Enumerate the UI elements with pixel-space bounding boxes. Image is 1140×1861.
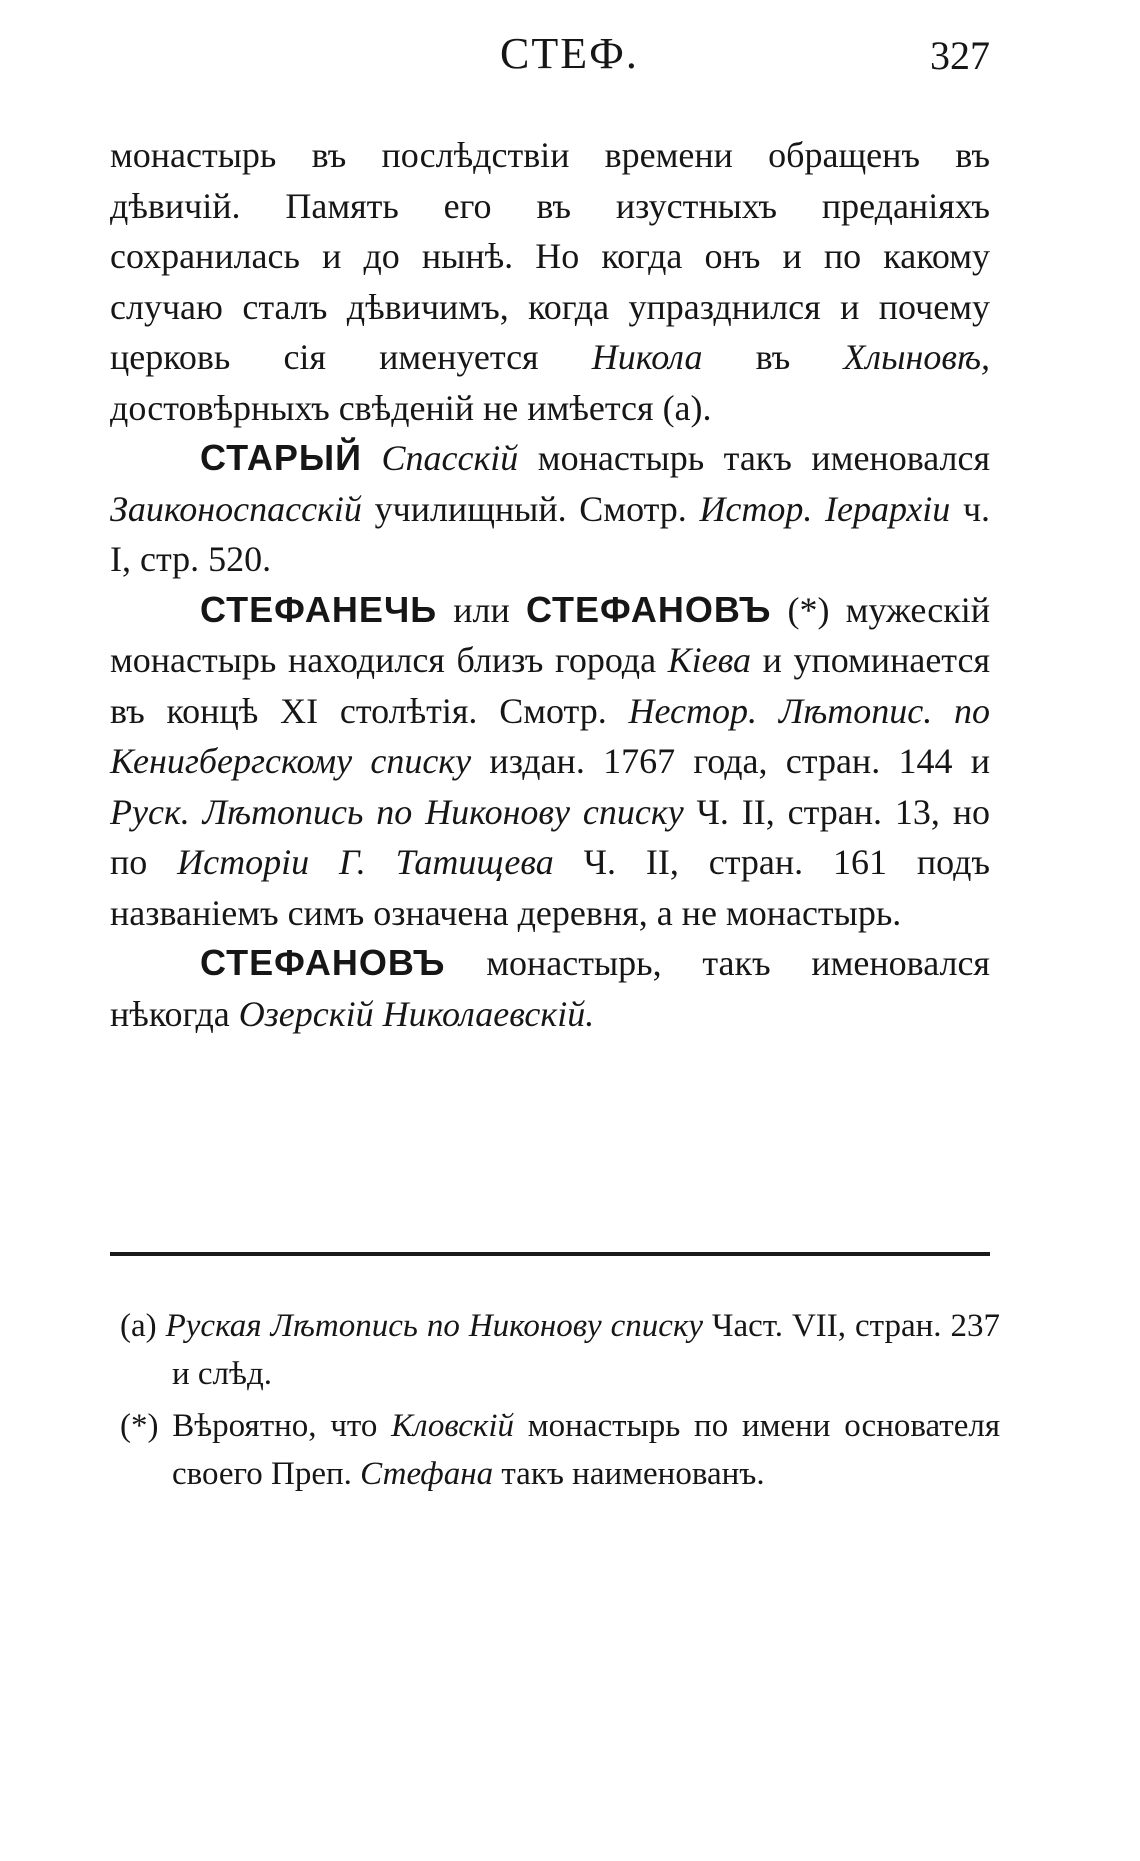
paragraph-2: [110, 433, 990, 585]
p3-text-b: и упоминается въ концѣ XI столѣтія. Смотр.: [110, 640, 991, 731]
footnote-star-text-a: Вѣроятно, что: [172, 1408, 378, 1444]
p2-italic-2: Заиконоспасскій: [110, 488, 362, 529]
footnote-a: [120, 1302, 1000, 1398]
p1-end: достовѣрныхъ свѣденій не имѣется (а).: [110, 387, 712, 428]
footnote-star-text-c: такъ наименованъ.: [501, 1456, 765, 1492]
p2-text-a: монастырь такъ именовался: [537, 438, 991, 478]
p3-text-a: (*) мужескій монастырь находился близъ города: [110, 589, 990, 680]
entry-head-stefanov: СТЕФАНОВЪ: [525, 588, 772, 630]
footnote-divider: [110, 1252, 990, 1256]
p4-italic-1: Озерскій Николаевскій.: [238, 993, 595, 1034]
footnote-a-italic: Руская Лѣтопись по Никонову списку: [165, 1308, 704, 1344]
p2-italic-3: Истор. Iерархіи: [699, 488, 951, 529]
p3-text-d: Ч. II, стран. 13, но по: [110, 791, 990, 882]
paragraph-4: [110, 938, 990, 1039]
p1-mid: въ: [755, 337, 791, 377]
footnotes: [120, 1302, 1000, 1502]
page-title: СТЕФ.: [500, 29, 639, 78]
p3-or: или: [453, 589, 510, 630]
footnote-a-text: Част. VII, стран. 237 и слѣд.: [172, 1308, 1000, 1392]
p3-italic-1: Кіева: [667, 640, 751, 680]
p1-italic-2: Хлыновѣ,: [843, 337, 990, 377]
paragraph-3: [110, 585, 990, 939]
page-number: 327: [930, 33, 990, 78]
p2-text-c: ч. I, стр. 520.: [110, 488, 991, 579]
p1-text: монастырь въ послѣдствіи времени обращенъ въ дѣвичій. Память его въ изустныхъ преданіяхъ сохранилась и до нынѣ. Но когда онъ и по какому случаю сталъ дѣвичимъ, когда упразднился и почему церковь сія именуется: [110, 135, 990, 377]
p2-italic-1: Спасскій: [381, 438, 519, 478]
p1-italic-1: Никола: [591, 337, 703, 377]
entry-head-stary: СТАРЫЙ: [200, 437, 362, 478]
entry-head-stefanech: СТЕФАНЕЧЬ: [200, 588, 438, 630]
entry-head-stefanov-2: СТЕФАНОВЪ: [200, 942, 446, 983]
p3-italic-2: Нестор. Лѣтопис. по Кенигбергскому списку: [110, 690, 991, 781]
footnote-a-mark: (а): [120, 1308, 157, 1344]
footnote-star: [120, 1402, 1000, 1498]
paragraph-1: [110, 130, 990, 433]
main-text: [110, 130, 990, 1039]
p3-italic-4: Исторіи Г. Татищева: [177, 842, 554, 882]
p3-text-e: Ч. II, стран. 161 подъ названіемъ симъ означена деревня, а не монастырь.: [110, 842, 991, 933]
p2-text-b: училищный. Смотр.: [374, 488, 687, 529]
running-head: [110, 28, 990, 88]
footnote-star-italic-1: Кловскій: [391, 1408, 515, 1444]
footnote-star-mark: (*): [120, 1408, 159, 1444]
p3-text-c: издан. 1767 года, стран. 144 и: [489, 741, 991, 781]
p4-text-a: монастырь, такъ именовался нѣкогда: [110, 943, 990, 1034]
footnote-star-text-b: монастырь по имени основателя своего Преп.: [172, 1408, 1001, 1492]
footnote-star-italic-2: Стефана: [360, 1456, 494, 1492]
p3-italic-3: Руск. Лѣтопись по Никонову списку: [110, 791, 684, 832]
